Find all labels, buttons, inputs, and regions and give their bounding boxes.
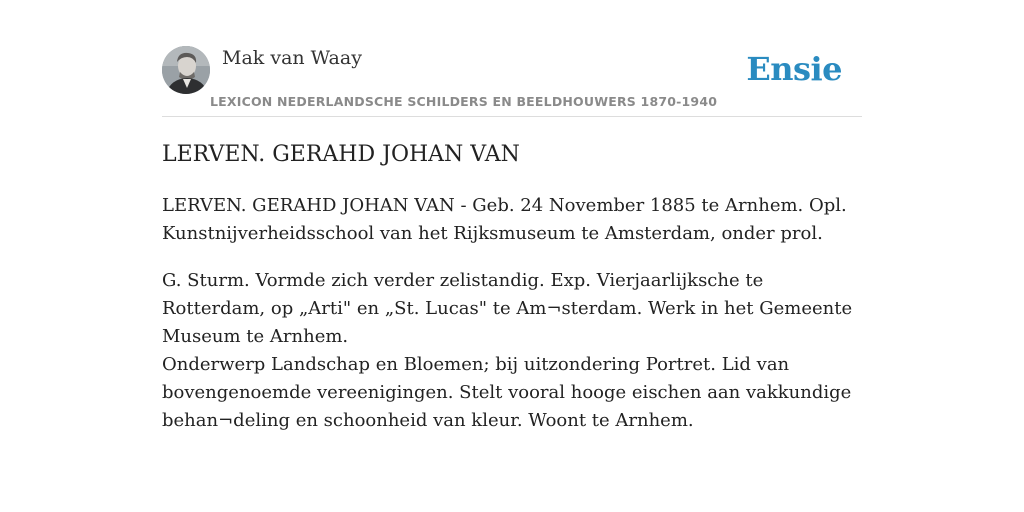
article-title: LERVEN. GERAHD JOHAN VAN [162,142,520,167]
author-name-link[interactable]: Mak van Waay [222,47,362,69]
article-paragraph: Onderwerp Landschap en Bloemen; bij uitzondering Portret. Lid van bovengenoemde vereenigingen. Stelt vooral hooge eischen aan vakkundige behan¬deling en schoonheid van kleur. Woont te Arnhem. [162,354,852,431]
ensie-logo[interactable]: Ensie [746,50,842,88]
portrait-photo-icon [162,46,210,94]
lexicon-subtitle[interactable]: LEXICON NEDERLANDSCHE SCHILDERS EN BEELDHOUWERS 1870-1940 [210,94,718,109]
author-avatar[interactable] [162,46,210,94]
article-paragraph: LERVEN. GERAHD JOHAN VAN - Geb. 24 November 1885 te Arnhem. Opl. Kunstnijverheidsschool van het Rijksmuseum te Amsterdam, onder prol. [162,195,847,244]
article-paragraph: G. Sturm. Vormde zich verder zelistandig. Exp. Vierjaarlijksche te Rotterdam, op „Arti" en „St. Lucas" te Am¬sterdam. Werk in het Gemeente Museum te Arnhem. [162,270,853,347]
page-header [162,46,862,117]
